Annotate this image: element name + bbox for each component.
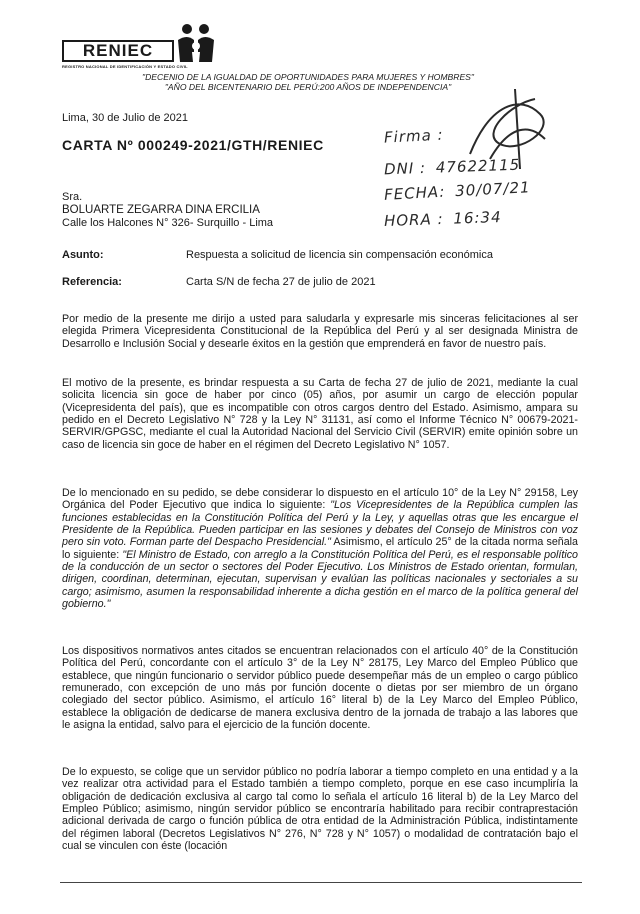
stamp-fecha [384, 178, 531, 204]
footer-divider [60, 882, 582, 883]
paragraph-3 [62, 487, 578, 610]
motto-line-1: "DECENIO DE LA IGUALDAD DE OPORTUNIDADES PARA MUJERES Y HOMBRES" [142, 72, 474, 82]
stamp-fecha-value: 30/07/21 [454, 178, 531, 201]
paragraph-4: Los dispositivos normativos antes citados se encuentran relacionados con el artículo 40° de la Constitución Política del Perú, concordante con el artículo 3° de la Ley N° 28175, Ley Marco del Empleo Público que establece, que ningún funcionario o servidor público puede desempeñar más de un empleo o cargo público remunerado, con excepción de uno más por función docente o dietas por ser miembro de un órgano colegiado del sector público. Asimismo, el artículo 16° literal b) de la Ley Marco del Empleo Público, establece la obligación de dedicarse de manera exclusiva dentro de la jornada de trabajo a las labores que le asigna la entidad, salvo para el ejercicio de la función docente. [62, 645, 578, 732]
stamp-hora-label: HORA : [383, 209, 444, 231]
letter-number-title: CARTA Nº 000249-2021/GTH/RENIEC [62, 137, 324, 153]
paragraph-2: El motivo de la presente, es brindar respuesta a su Carta de fecha 27 de julio de 2021, mediante la cual solicita licencia sin goce de haber por cinco (05) años, por asumir un cargo de elección popular (Vicepresidenta del país), que es incompatible con otros cargos dentro del Estado. Asimismo, ampara su pedido en el Decreto Legislativo N° 728 y la Ley N° 31131, así como el Informe Técnico N° 00679-2021-SERVIR/GPGSC, mediante el cual la Autoridad Nacional del Servicio Civil (SERVIR) emite opinión sobre un caso de licencia sin goce de haber en el régimen del Decreto Legislativo N° 1057. [62, 377, 578, 451]
stamp-firma [384, 125, 448, 146]
reniec-logo [62, 22, 222, 72]
stamp-dni-value: 47622115 [435, 155, 521, 177]
paragraph-5: De lo expuesto, se colige que un servidor público no podría laborar a tiempo completo en una entidad y a la vez realizar otra actividad para el Estado también a tiempo completo, porque en ese caso incumpliría la obligación de dedicación exclusiva al cargo tal como lo señala el artículo 16 literal b) de la Ley Marco del Empleo Público; asimismo, ningún servidor público se encontraría habilitado para recibir contraprestación adicional derivada de cargo o función pública de otra entidad de la Administración Pública, indistintamente del régimen laboral (Decretos Legislativos N° 276, N° 728 y N° 1057) o modalidad de contratación bajo el cual se vinculen con éste (locación [62, 766, 578, 853]
paragraph-3-intro: De lo mencionado en su pedido, se debe considerar lo dispuesto en el artículo 10° de la Ley N° 29158, Ley Orgánica del Poder Ejecutivo que indica lo siguiente: [62, 487, 578, 512]
stamp-firma-label: Firma : [383, 125, 445, 147]
stamp-hora-value: 16:34 [453, 207, 502, 228]
stamp-dni-label: DNI : [383, 158, 427, 179]
family-emblem-icon [174, 22, 218, 66]
reference-label: Referencia: [62, 276, 122, 288]
recipient-name: BOLUARTE ZEGARRA DINA ERCILIA [62, 204, 260, 216]
stamp-fecha-label: FECHA: [383, 182, 446, 204]
stamp-dni [384, 156, 521, 179]
subject-label: Asunto: [62, 249, 104, 261]
logo-subtitle: REGISTRO NACIONAL DE IDENTIFICACIÓN Y ESTADO CIVIL [62, 64, 188, 69]
subject-value: Respuesta a solicitud de licencia sin compensación económica [186, 249, 493, 261]
recipient-block [62, 191, 273, 230]
letter-date: Lima, 30 de Julio de 2021 [62, 112, 188, 124]
paragraph-3-quote-1: "Los Vicepresidentes de la República cumplen las funciones establecidas en la Constitución Política del Perú y la Ley, y aquellas otras que les encargue el Presidente de la República. Pueden participar en las sesiones y debates del Consejo de Ministros con voz pero sin voto. Forman parte del Despacho Presidencial." [62, 499, 578, 549]
paragraph-3-quote-2: "El Ministro de Estado, con arreglo a la Constitución Política del Perú, es el responsable político de la conducción de un sector o sectores del Poder Ejecutivo. Los Ministros de Estado orientan, formulan, dirigen, coordinan, determinan, ejecutan, supervisan y evalúan las políticas nacionales y sectoriales a su cargo; asimismo, asumen la responsabilidad inherente a dicha gestión en el marco de la política general del gobierno." [62, 548, 578, 611]
paragraph-3-middle: Asimismo, el artículo 25° de la citada norma señala lo siguiente: [62, 536, 578, 561]
recipient-address: Calle los Halcones N° 326- Surquillo - Lima [62, 217, 274, 229]
paragraph-1: Por medio de la presente me dirijo a usted para saludarla y expresarle mis sinceras felicitaciones al ser elegida Primera Vicepresidenta Constitucional de la República del Perú y al ser designada Ministra de Desarrollo e Inclusión Social y desearle éxitos en la gestión que emprenderá en favor de nuestro país. [62, 313, 578, 350]
logo-wordmark: RENIEC [62, 40, 174, 62]
reference-value: Carta S/N de fecha 27 de julio de 2021 [186, 276, 376, 288]
stamp-hora [384, 208, 502, 230]
salutation: Sra. [62, 191, 83, 203]
motto-line-2: "AÑO DEL BICENTENARIO DEL PERÚ:200 AÑOS DE INDEPENDENCIA" [164, 82, 452, 92]
